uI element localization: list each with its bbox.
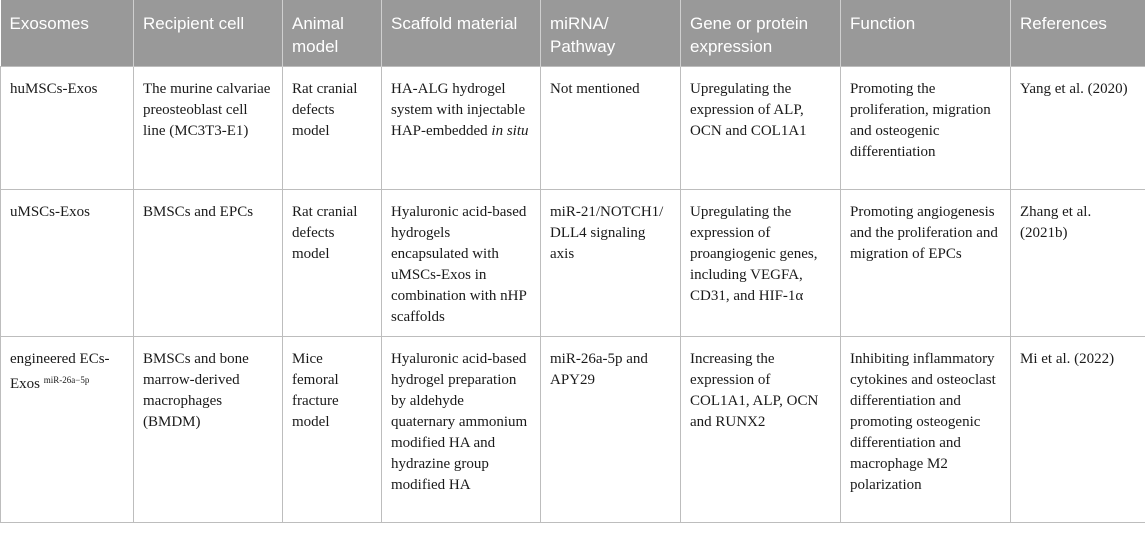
scaffold-text: HA-ALG hydrogel system with injectable HAP-embedded [391,81,526,139]
cell-scaffold: Hyaluronic acid-based hydrogels encapsulated with uMSCs-Exos in combination with nHP scaffolds [382,190,541,337]
table-row [1,337,1145,523]
cell-reference: Mi et al. (2022) [1011,337,1145,523]
header-mirna-pathway: miRNA/ Pathway [541,0,681,67]
scaffold-italic-text: in situ [491,123,529,139]
header-recipient-cell: Recipient cell [134,0,283,67]
cell-mirna: miR-21/NOTCH1/ DLL4 signaling axis [541,190,681,337]
header-row [1,0,1145,67]
table-row [1,190,1145,337]
table-row [1,67,1145,190]
cell-recipient: BMSCs and bone marrow-derived macrophages (BMDM) [134,337,283,523]
header-function: Function [841,0,1011,67]
cell-animal: Rat cranial defects model [283,190,382,337]
header-references: References [1011,0,1145,67]
cell-exosome: huMSCs-Exos [1,67,134,190]
cell-mirna: miR-26a-5p and APY29 [541,337,681,523]
cell-function: Promoting the proliferation, migration and osteogenic differentiation [841,67,1011,190]
cell-recipient: BMSCs and EPCs [134,190,283,337]
cell-function: Promoting angiogenesis and the proliferation and migration of EPCs [841,190,1011,337]
cell-mirna: Not mentioned [541,67,681,190]
header-gene-protein-expression: Gene or protein expression [681,0,841,67]
cell-animal: Mice femoral fracture model [283,337,382,523]
cell-reference: Zhang et al. (2021b) [1011,190,1145,337]
cell-expression: Increasing the expression of COL1A1, ALP, OCN and RUNX2 [681,337,841,523]
header-exosomes: Exosomes [1,0,134,67]
cell-expression: Upregulating the expression of proangiogenic genes, including VEGFA, CD31, and HIF-1α [681,190,841,337]
header-animal-model: Animal model [283,0,382,67]
cell-exosome: uMSCs-Exos [1,190,134,337]
cell-recipient: The murine calvariae preosteoblast cell line (MC3T3-E1) [134,67,283,190]
cell-function: Inhibiting inflammatory cytokines and osteoclast differentiation and promoting osteogenic differentiation and macrophage M2 polarization [841,337,1011,523]
cell-exosome [1,337,134,523]
exosome-text: engineered ECs-Exos [10,351,110,392]
header-scaffold-material: Scaffold material [382,0,541,67]
cell-reference: Yang et al. (2020) [1011,67,1145,190]
cell-animal: Rat cranial defects model [283,67,382,190]
cell-expression: Upregulating the expression of ALP, OCN and COL1A1 [681,67,841,190]
cell-scaffold [382,67,541,190]
exosome-superscript: miR-26a−5p [43,375,90,385]
cell-scaffold: Hyaluronic acid-based hydrogel preparation by aldehyde quaternary ammonium modified HA and hydrazine group modified HA [382,337,541,523]
